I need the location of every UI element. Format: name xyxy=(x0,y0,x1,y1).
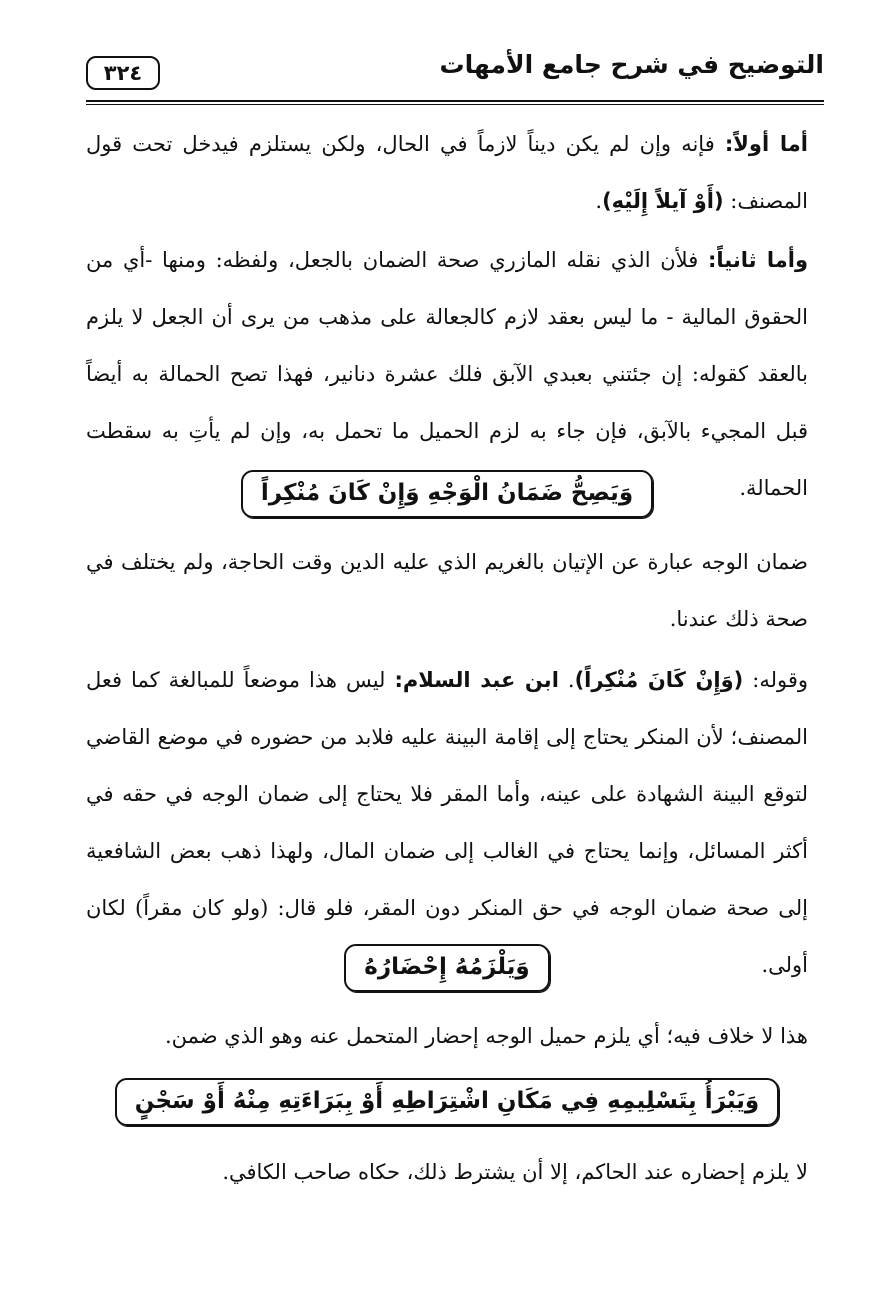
paragraph-4-quote: (وَإِنْ كَانَ مُنْكِراً) xyxy=(574,668,744,692)
matn-3-row xyxy=(0,1078,894,1126)
header-rule-thin xyxy=(86,104,824,105)
page-number: ٣٢٤ xyxy=(86,56,160,90)
paragraph-1-end: . xyxy=(595,189,603,213)
matn-2-box: وَيَلْزَمُهُ إِحْضَارُهُ xyxy=(344,944,549,992)
paragraph-1 xyxy=(86,116,808,230)
paragraph-6 xyxy=(86,1144,808,1201)
paragraph-5 xyxy=(86,1008,808,1065)
paragraph-4 xyxy=(86,652,808,994)
matn-3-box: وَيَبْرَأُ بِتَسْلِيمِهِ فِي مَكَانِ اشْتِرَاطِهِ أَوْ بِبَرَاءَتِهِ مِنْهُ أَوْ سَجْنٍ xyxy=(115,1078,779,1126)
paragraph-4-text: ليس هذا موضعاً للمبالغة كما فعل المصنف؛ لأن المنكر يحتاج إلى إقامة البينة عليه فلابد من حضوره في موضع القاضي لتوقع البينة الشهادة على عينه، وأما المقر فلا يحتاج إلى ضمان الوجه في حقه في أكثر المسائل، وإنما يحتاج في الغالب إلى ضمان المال، ولهذا ذهب بعض الشافعية إلى صحة ضمان الوجه في حق المنكر دون المقر، فلو قال: (ولو كان مقراً) لكان أولى. xyxy=(86,668,808,977)
running-title: التوضيح في شرح جامع الأمهات xyxy=(439,50,824,79)
paragraph-2-text: فلأن الذي نقله المازري صحة الضمان بالجعل، ولفظه: ومنها -أي من الحقوق المالية - ما ليس بعقد لازم كالجعالة على مذهب من يرى أن الجعل لا يلزم بالعقد كقوله: إن جئتني بعبدي الآبق فلك عشرة دنانير، فهذا تصح الحمالة به أيضاً قبل المجيء بالآبق، فإن جاء به لزم الحميل ما تحمل به، وإن لم يأتِ به سقطت الحمالة. xyxy=(86,248,808,500)
paragraph-1-text: فإنه وإن لم يكن ديناً لازماً في الحال، ولكن يستلزم فيدخل تحت قول المصنف: xyxy=(86,132,808,213)
header-rule xyxy=(86,100,824,102)
paragraph-3-text: ضمان الوجه عبارة عن الإتيان بالغريم الذي عليه الدين وقت الحاجة، ولم يختلف في صحة ذلك عندنا. xyxy=(86,550,808,631)
paragraph-3 xyxy=(86,534,808,648)
paragraph-6-text: لا يلزم إحضاره عند الحاكم، إلا أن يشترط ذلك، حكاه صاحب الكافي. xyxy=(222,1160,808,1184)
paragraph-2-lead: وأما ثانياً: xyxy=(707,248,808,272)
paragraph-1-quote: (أَوْ آيلاً إِلَيْهِ) xyxy=(602,189,724,213)
paragraph-5-text: هذا لا خلاف فيه؛ أي يلزم حميل الوجه إحضار المتحمل عنه وهو الذي ضمن. xyxy=(164,1024,808,1048)
paragraph-4-mid: . xyxy=(558,668,575,692)
paragraph-4-lead: ابن عبد السلام: xyxy=(394,668,559,692)
matn-1-row xyxy=(0,470,894,518)
matn-2-row xyxy=(0,944,894,992)
paragraph-4-start: وقوله: xyxy=(743,668,809,692)
paragraph-1-lead: أما أولاً: xyxy=(724,132,808,156)
page-header xyxy=(86,44,824,102)
matn-1-box: وَيَصِحُّ ضَمَانُ الْوَجْهِ وَإِنْ كَانَ مُنْكِراً xyxy=(241,470,653,518)
